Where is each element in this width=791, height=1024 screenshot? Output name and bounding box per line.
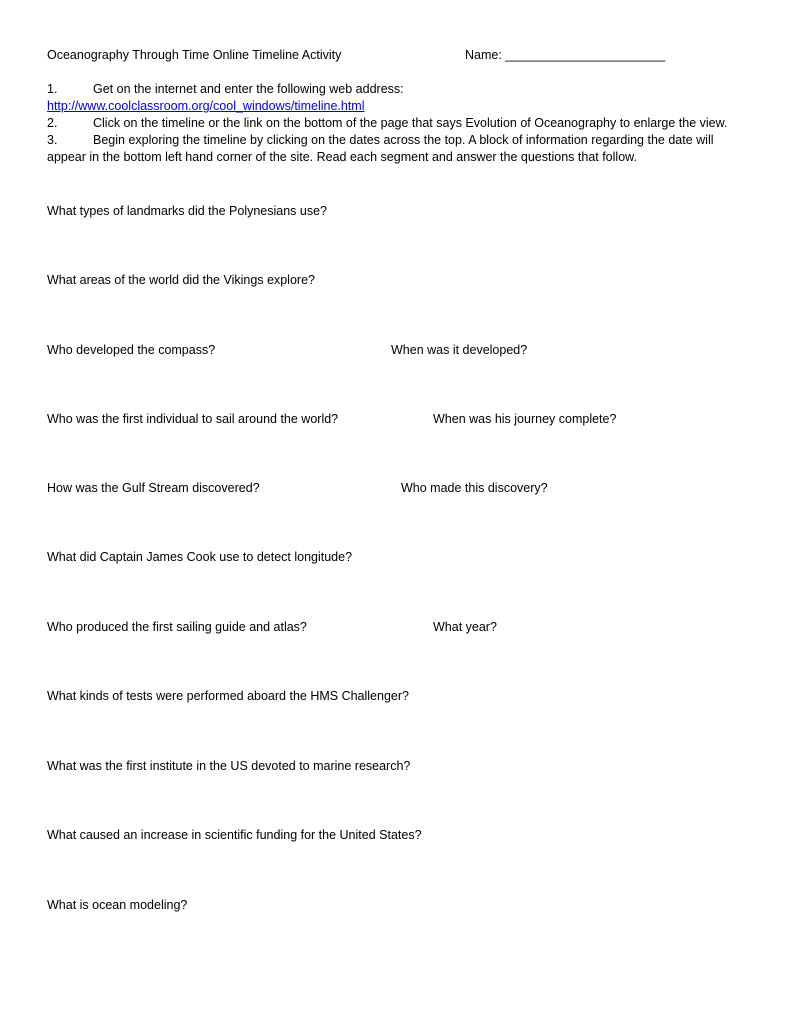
step-number: 1. (47, 82, 58, 96)
step-text: Get on the internet and enter the following web address: (93, 82, 404, 96)
instruction-step-1 (47, 81, 737, 98)
question-viking-areas: What areas of the world did the Vikings explore? (47, 273, 315, 287)
instruction-step-2 (47, 115, 737, 132)
step-text: Click on the timeline or the link on the bottom of the page that says Evolution of Oceanography to enlarge the view. (93, 116, 728, 130)
question-compass-date: When was it developed? (391, 343, 528, 357)
worksheet-title: Oceanography Through Time Online Timeline Activity (47, 48, 342, 62)
question-sailing-guide-year: What year? (433, 620, 497, 634)
instruction-url-line (47, 98, 737, 115)
question-gulf-stream-how: How was the Gulf Stream discovered? (47, 481, 260, 495)
step-text: Begin exploring the timeline by clicking on the dates across the top. A block of information regarding the date will appear in the bottom left hand corner of the site. Read each segment and answer the questions that follow. (47, 133, 714, 164)
question-first-circumnavigator: Who was the first individual to sail around the world? (47, 412, 339, 426)
step-number: 2. (47, 116, 58, 130)
question-ocean-modeling: What is ocean modeling? (47, 898, 188, 912)
question-gulf-stream-who: Who made this discovery? (401, 481, 548, 495)
question-first-us-institute: What was the first institute in the US devoted to marine research? (47, 759, 411, 773)
question-compass-developer: Who developed the compass? (47, 343, 216, 357)
timeline-url-link[interactable]: http://www.coolclassroom.org/cool_windows/timeline.html (47, 99, 365, 113)
instruction-step-3 (47, 132, 737, 166)
question-cook-longitude: What did Captain James Cook use to detect longitude? (47, 550, 353, 564)
step-number: 3. (47, 133, 58, 147)
question-funding-increase: What caused an increase in scientific funding for the United States? (47, 828, 422, 842)
name-field-label: Name: _______________________ (465, 48, 666, 62)
question-journey-completion: When was his journey complete? (433, 412, 617, 426)
question-challenger-tests: What kinds of tests were performed aboard the HMS Challenger? (47, 689, 409, 703)
instructions (47, 81, 737, 166)
question-sailing-guide-author: Who produced the first sailing guide and atlas? (47, 620, 307, 634)
question-polynesian-landmarks: What types of landmarks did the Polynesians use? (47, 204, 328, 218)
